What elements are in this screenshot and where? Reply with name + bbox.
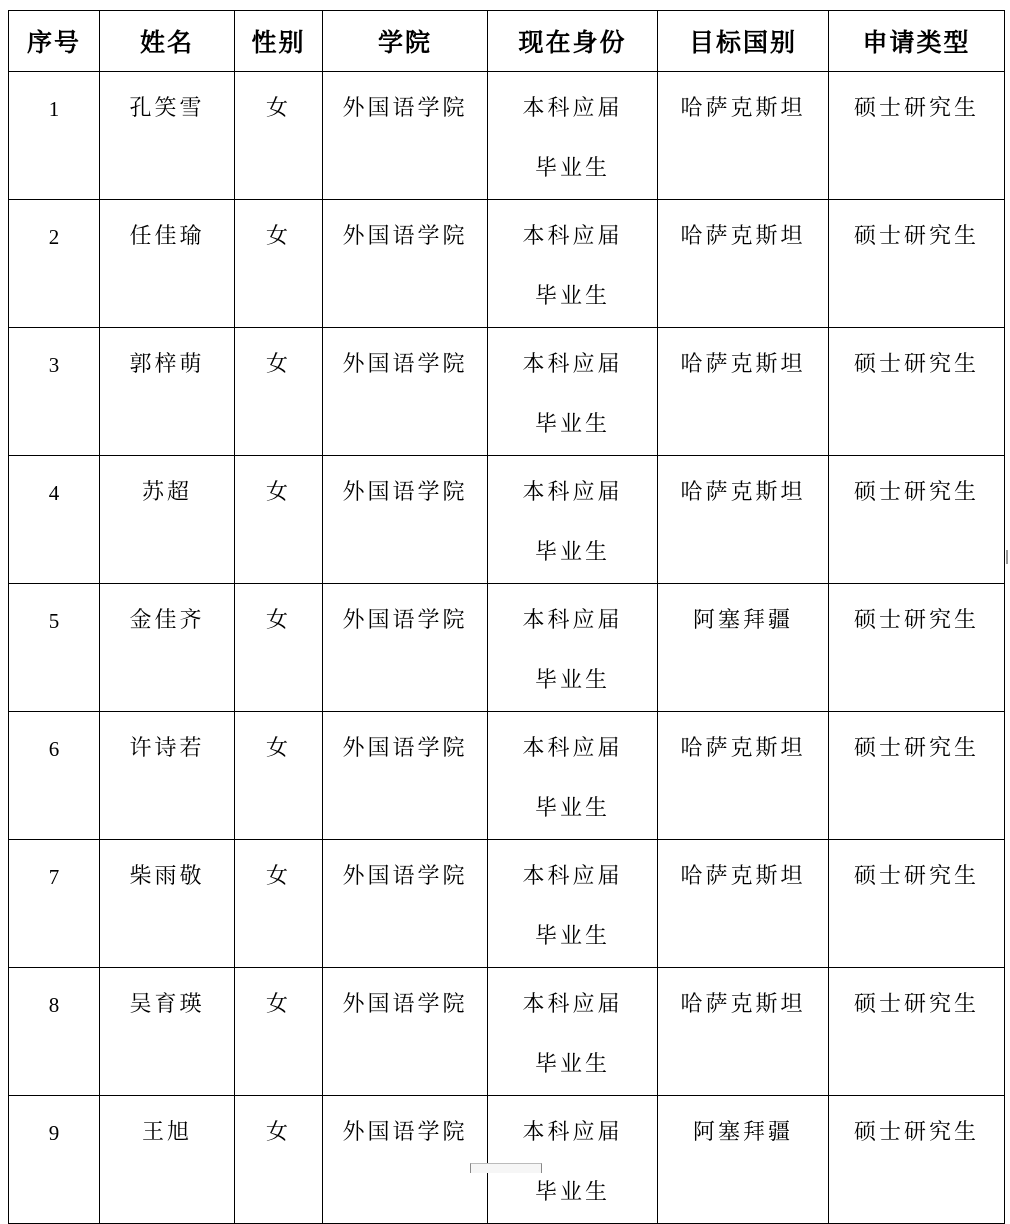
cell-no-text: 3	[48, 353, 60, 377]
cell-name-text: 柴雨敬	[129, 864, 205, 889]
cell-no	[9, 200, 100, 328]
cell-type-text: 硕士研究生	[853, 736, 979, 761]
cell-gender	[235, 1096, 323, 1224]
cell-college-text: 外国语学院	[342, 96, 468, 121]
cell-country	[658, 72, 829, 200]
cell-name-text: 任佳瑜	[129, 224, 205, 249]
header-cell-status: 现在身份	[488, 11, 658, 72]
cell-gender	[235, 72, 323, 200]
cell-type	[829, 72, 1005, 200]
header-cell-type: 申请类型	[829, 11, 1005, 72]
cell-country	[658, 328, 829, 456]
cell-status	[488, 328, 658, 456]
cell-name-text: 许诗若	[129, 736, 205, 761]
cell-type-text: 硕士研究生	[853, 1120, 979, 1145]
cell-country	[658, 200, 829, 328]
cell-status-text: 本科应届毕业生	[522, 480, 623, 565]
cell-country	[658, 840, 829, 968]
cell-status	[488, 200, 658, 328]
cell-name-text: 金佳齐	[129, 608, 205, 633]
cell-college-text: 外国语学院	[342, 352, 468, 377]
cell-college-text: 外国语学院	[342, 992, 468, 1017]
cell-name	[100, 584, 235, 712]
table-body	[9, 72, 1005, 1224]
cell-type	[829, 328, 1005, 456]
table-row	[9, 712, 1005, 840]
cell-gender-text: 女	[265, 608, 291, 633]
cell-college	[323, 840, 488, 968]
cell-no-text: 9	[48, 1121, 60, 1145]
cell-college	[323, 456, 488, 584]
cell-name	[100, 200, 235, 328]
cell-country-text: 阿塞拜疆	[692, 1120, 793, 1145]
table-row	[9, 72, 1005, 200]
cell-gender-text: 女	[265, 480, 291, 505]
cell-type-text: 硕士研究生	[853, 864, 979, 889]
cell-no-text: 6	[48, 737, 60, 761]
cell-status-text: 本科应届毕业生	[522, 608, 623, 693]
cell-name	[100, 712, 235, 840]
cell-status-text: 本科应届毕业生	[522, 96, 623, 181]
cell-country-text: 阿塞拜疆	[692, 608, 793, 633]
cell-type	[829, 200, 1005, 328]
cell-country	[658, 584, 829, 712]
cell-college-text: 外国语学院	[342, 224, 468, 249]
table-row	[9, 584, 1005, 712]
cell-country-text: 哈萨克斯坦	[680, 224, 806, 249]
table-row	[9, 1096, 1005, 1224]
cell-gender	[235, 840, 323, 968]
cell-gender	[235, 200, 323, 328]
cell-gender-text: 女	[265, 224, 291, 249]
cell-gender	[235, 456, 323, 584]
cell-name-text: 苏超	[141, 480, 192, 505]
cell-status-text: 本科应届毕业生	[522, 736, 623, 821]
cell-status-text: 本科应届毕业生	[522, 864, 623, 949]
cell-gender-text: 女	[265, 864, 291, 889]
cell-name	[100, 72, 235, 200]
cell-no	[9, 72, 100, 200]
cell-no	[9, 328, 100, 456]
cell-college	[323, 1096, 488, 1224]
cell-type-text: 硕士研究生	[853, 608, 979, 633]
cell-college	[323, 200, 488, 328]
cell-no-text: 8	[48, 993, 60, 1017]
cell-gender-text: 女	[265, 96, 291, 121]
header-cell-gender: 性别	[235, 11, 323, 72]
cell-no	[9, 456, 100, 584]
cell-country	[658, 968, 829, 1096]
cell-no-text: 4	[48, 481, 60, 505]
cell-gender-text: 女	[265, 1120, 291, 1145]
cell-no-text: 5	[48, 609, 60, 633]
cell-status	[488, 584, 658, 712]
cell-college-text: 外国语学院	[342, 736, 468, 761]
cell-college-text: 外国语学院	[342, 1120, 468, 1145]
table-row	[9, 200, 1005, 328]
cell-no-text: 7	[48, 865, 60, 889]
header-cell-no: 序号	[9, 11, 100, 72]
cell-status	[488, 456, 658, 584]
cell-no	[9, 840, 100, 968]
cell-type	[829, 840, 1005, 968]
cell-status	[488, 840, 658, 968]
cell-name	[100, 456, 235, 584]
cell-name-text: 郭梓萌	[129, 352, 205, 377]
cell-type	[829, 456, 1005, 584]
cell-no	[9, 968, 100, 1096]
cell-name	[100, 1096, 235, 1224]
cell-gender-text: 女	[265, 736, 291, 761]
cell-type-text: 硕士研究生	[853, 352, 979, 377]
cell-type	[829, 968, 1005, 1096]
cell-gender	[235, 328, 323, 456]
cell-type-text: 硕士研究生	[853, 224, 979, 249]
cell-name	[100, 840, 235, 968]
cell-college-text: 外国语学院	[342, 480, 468, 505]
cell-type	[829, 712, 1005, 840]
cell-gender	[235, 968, 323, 1096]
cell-status	[488, 712, 658, 840]
cell-name	[100, 968, 235, 1096]
cell-no	[9, 584, 100, 712]
cell-status	[488, 1096, 658, 1224]
cell-country-text: 哈萨克斯坦	[680, 352, 806, 377]
table-row	[9, 328, 1005, 456]
cell-country-text: 哈萨克斯坦	[680, 96, 806, 121]
cell-gender	[235, 584, 323, 712]
cell-no-text: 2	[48, 225, 60, 249]
cell-gender-text: 女	[265, 352, 291, 377]
header-cell-country: 目标国别	[658, 11, 829, 72]
table-row	[9, 840, 1005, 968]
header-cell-name: 姓名	[100, 11, 235, 72]
cell-name-text: 王旭	[141, 1120, 192, 1145]
cell-no	[9, 1096, 100, 1224]
cell-type-text: 硕士研究生	[853, 480, 979, 505]
cell-country	[658, 712, 829, 840]
cell-status	[488, 968, 658, 1096]
cell-college	[323, 72, 488, 200]
cell-country-text: 哈萨克斯坦	[680, 736, 806, 761]
cell-country	[658, 456, 829, 584]
header-cell-college: 学院	[323, 11, 488, 72]
cell-status-text: 本科应届毕业生	[522, 1120, 623, 1205]
cell-status-text: 本科应届毕业生	[522, 224, 623, 309]
cell-college-text: 外国语学院	[342, 864, 468, 889]
cell-no-text: 1	[48, 97, 60, 121]
cell-type-text: 硕士研究生	[853, 96, 979, 121]
cell-type	[829, 1096, 1005, 1224]
cell-type-text: 硕士研究生	[853, 992, 979, 1017]
scrollbar-edge-mark	[1006, 550, 1008, 564]
cell-college	[323, 584, 488, 712]
cell-country-text: 哈萨克斯坦	[680, 864, 806, 889]
cell-status-text: 本科应届毕业生	[522, 992, 623, 1077]
cell-type	[829, 584, 1005, 712]
cell-no	[9, 712, 100, 840]
cell-gender	[235, 712, 323, 840]
cell-name	[100, 328, 235, 456]
document-page	[8, 10, 1004, 1224]
cell-status	[488, 72, 658, 200]
cell-college	[323, 328, 488, 456]
cell-gender-text: 女	[265, 992, 291, 1017]
cell-country-text: 哈萨克斯坦	[680, 480, 806, 505]
cell-name-text: 吴育瑛	[129, 992, 205, 1017]
cell-status-text: 本科应届毕业生	[522, 352, 623, 437]
cell-college	[323, 968, 488, 1096]
table-row	[9, 456, 1005, 584]
student-roster-table	[8, 10, 1005, 1224]
cell-college-text: 外国语学院	[342, 608, 468, 633]
cell-country	[658, 1096, 829, 1224]
cell-country-text: 哈萨克斯坦	[680, 992, 806, 1017]
cell-college	[323, 712, 488, 840]
cell-name-text: 孔笑雪	[129, 96, 205, 121]
table-row	[9, 968, 1005, 1096]
